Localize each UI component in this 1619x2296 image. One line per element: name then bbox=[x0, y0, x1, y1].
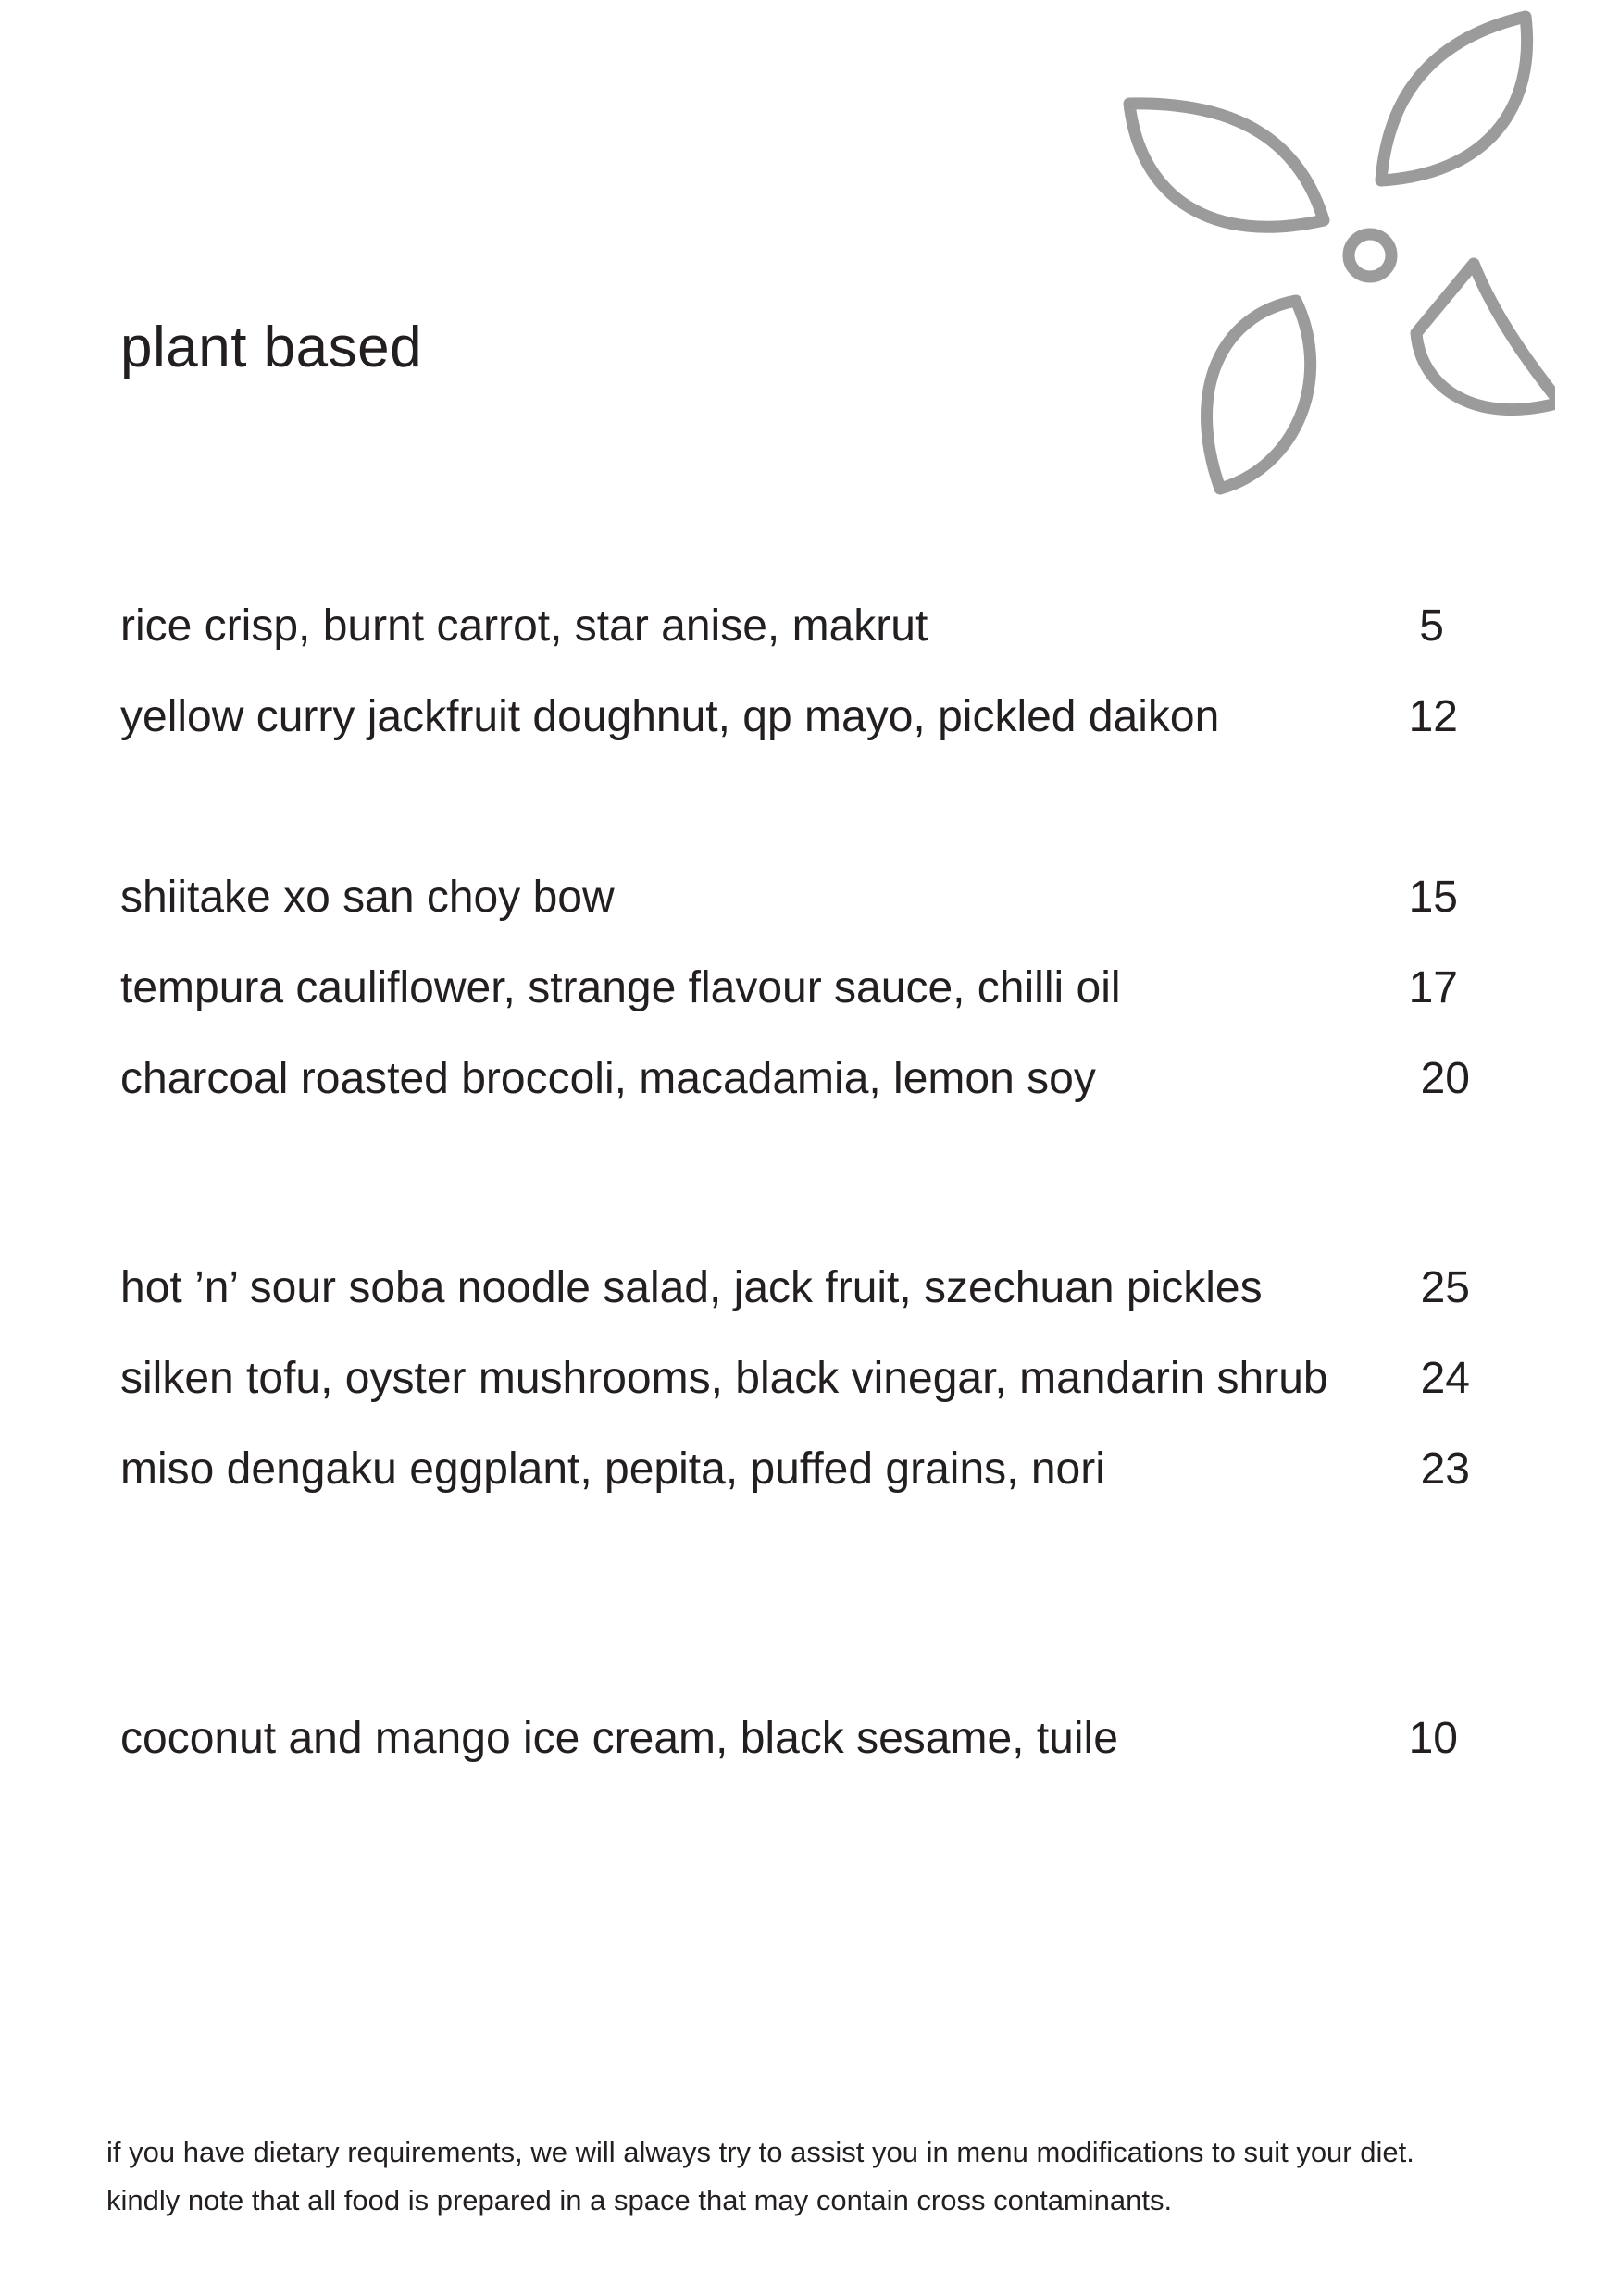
menu-item bbox=[120, 943, 1472, 1034]
item-price: 10 bbox=[1408, 1714, 1458, 1763]
menu-section-large-plates bbox=[120, 1243, 1472, 1515]
item-price: 17 bbox=[1408, 963, 1458, 1012]
menu-item bbox=[120, 852, 1472, 943]
menu-item bbox=[120, 1424, 1472, 1515]
item-price: 12 bbox=[1408, 692, 1458, 741]
menu-item bbox=[120, 1694, 1472, 1784]
page-title: plant based bbox=[120, 316, 423, 379]
dietary-note-line: if you have dietary requirements, we will always try to assist you in menu modifications to suit your diet. bbox=[106, 2136, 1414, 2168]
menu-item bbox=[120, 1034, 1472, 1124]
item-price: 5 bbox=[1419, 602, 1444, 651]
flower-logo-icon bbox=[1111, 0, 1555, 518]
allergen-note-line: kindly note that all food is prepared in a space that may contain cross contaminants. bbox=[106, 2184, 1173, 2216]
item-name: charcoal roasted broccoli, macadamia, lemon soy bbox=[120, 1054, 1096, 1103]
item-name: silken tofu, oyster mushrooms, black vinegar, mandarin shrub bbox=[120, 1354, 1328, 1403]
item-name: rice crisp, burnt carrot, star anise, makrut bbox=[120, 602, 928, 651]
item-price: 15 bbox=[1408, 873, 1458, 922]
menu-item bbox=[120, 1243, 1472, 1334]
menu-item bbox=[120, 672, 1472, 763]
item-price: 20 bbox=[1420, 1054, 1470, 1103]
item-name: hot ’n’ sour soba noodle salad, jack fruit, szechuan pickles bbox=[120, 1263, 1263, 1312]
menu-section-small-plates bbox=[120, 852, 1472, 1124]
menu-section-snacks bbox=[120, 581, 1472, 763]
item-name: tempura cauliflower, strange flavour sauce, chilli oil bbox=[120, 963, 1121, 1012]
menu-section-dessert bbox=[120, 1694, 1472, 1784]
item-name: coconut and mango ice cream, black sesame, tuile bbox=[120, 1714, 1118, 1763]
item-price: 24 bbox=[1420, 1354, 1470, 1403]
item-name: yellow curry jackfruit doughnut, qp mayo, pickled daikon bbox=[120, 692, 1220, 741]
menu-item bbox=[120, 581, 1472, 672]
item-price: 25 bbox=[1420, 1263, 1470, 1312]
menu-item bbox=[120, 1334, 1472, 1424]
item-name: shiitake xo san choy bow bbox=[120, 873, 615, 922]
item-price: 23 bbox=[1420, 1445, 1470, 1494]
dietary-note bbox=[106, 2128, 1414, 2225]
item-name: miso dengaku eggplant, pepita, puffed grains, nori bbox=[120, 1445, 1105, 1494]
